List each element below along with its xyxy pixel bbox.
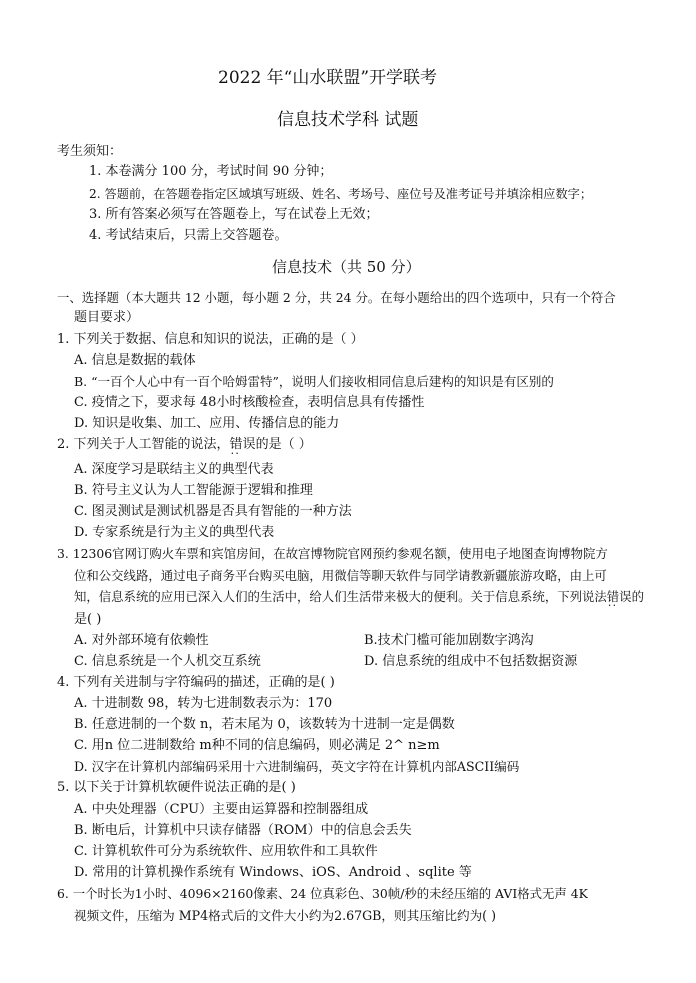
question-3-stem-line3-before: 知，信息系统的应用已深入人们的生活中，给人们生活带来极大的便利。关于信息系统，下列说法: [74, 589, 607, 604]
question-1-option-c: C. 疫情之下，要求每 48小时核酸检查，表明信息具有传播性: [74, 395, 425, 410]
question-4-stem: 4. 下列有关进制与字符编码的描述，正确的是( ): [57, 675, 335, 690]
emphasis-marker: 错误 ․․: [607, 589, 632, 604]
question-3-option-a: A. 对外部环境有依赖性: [74, 633, 209, 648]
question-4-option-a: A. 十进制数 98，转为七进制数表示为：170: [74, 696, 333, 711]
question-5-option-c: C. 计算机软件可分为系统软件、应用软件和工具软件: [74, 844, 378, 859]
question-2-option-b: B. 符号主义认为人工智能源于逻辑和推理: [74, 483, 313, 498]
notice-heading: 考生须知：: [57, 144, 123, 159]
notice-item: 4. 考试结束后，只需上交答题卷。: [89, 228, 288, 243]
question-4-option-c: C. 用n 位二进制数给 m种不同的信息编码，则必满足 2^ n≥m: [74, 738, 440, 753]
part-heading: 一、选择题（本大题共 12 小题，每小题 2 分，共 24 分。在每小题给出的四个选项中，只有一个符合: [57, 290, 616, 305]
question-3-option-c: C. 信息系统是一个人机交互系统: [74, 654, 261, 669]
question-2-option-c: C. 图灵测试是测试机器是否具有智能的一种方法: [74, 504, 352, 519]
question-2-stem-after: 的是（ ）: [255, 437, 312, 452]
part-heading-cont: 题目要求）: [74, 310, 140, 325]
question-2-stem-before: 2. 下列关于人工智能的说法，: [57, 437, 230, 452]
question-3-stem-line2: 位和公交线路，通过电子商务平台购买电脑，用微信等聊天软件与同学请教新疆旅游攻略，由上可: [74, 568, 607, 583]
question-5-option-b: B. 断电后，计算机中只读存储器（ROM）中的信息会丢失: [74, 823, 412, 838]
question-3-stem-line4: 是( ): [74, 612, 102, 627]
question-3-stem-line3: [74, 587, 644, 607]
emphasis-marker: 错误 ․․: [230, 437, 256, 452]
question-2-stem: [57, 435, 312, 455]
question-2-option-d: D. 专家系统是行为主义的典型代表: [74, 525, 275, 540]
question-4-option-b: B. 任意进制的一个数 n，若末尾为 0，该数转为十进制一定是偶数: [74, 717, 455, 732]
question-3-option-d: D. 信息系统的组成中不包括数据资源: [364, 654, 578, 669]
notice-item: 3. 所有答案必须写在答题卷上，写在试卷上无效；: [89, 207, 379, 222]
question-3-stem-line1: 3. 12306官网订购火车票和宾馆房间，在故宫博物院官网预约参观名额，使用电子地图查询博物院方: [57, 546, 608, 561]
question-5-option-a: A. 中央处理器（CPU）主要由运算器和控制器组成: [74, 802, 369, 817]
question-1-option-d: D. 知识是收集、加工、应用、传播信息的能力: [74, 416, 340, 431]
notice-item: 2. 答题前，在答题卷指定区域填写班级、姓名、考场号、座位号及准考证号并填涂相应数字；: [89, 187, 593, 201]
question-3-option-b: B.技术门槛可能加剧数字鸿沟: [364, 633, 534, 648]
question-5-stem: 5. 以下关于计算机软硬件说法正确的是( ): [57, 780, 296, 795]
question-1-stem: 1. 下列关于数据、信息和知识的说法，正确的是（ ）: [57, 332, 364, 347]
question-2-option-a: A. 深度学习是联结主义的典型代表: [74, 462, 274, 477]
question-6-stem-line1: 6. 一个时长为1小时、4096×2160像素、24 位真彩色、30帧/秒的未经压缩的 AVI格式无声 4K: [57, 886, 588, 901]
question-1-option-a: A. 信息是数据的载体: [74, 353, 196, 368]
question-3-stem-line3-after: 的: [631, 589, 644, 604]
exam-title: 2022 年“山水联盟”开学联考: [218, 68, 438, 88]
section-title: 信息技术（共 50 分）: [272, 258, 421, 276]
question-5-option-d: D. 常用的计算机操作系统有 Windows、iOS、Android 、sqlite 等: [74, 865, 472, 880]
question-1-option-b: B. “一百个人心中有一百个哈姆雷特”，说明人们接收相同信息后建构的知识是有区别的: [74, 374, 554, 389]
question-4-option-d: D. 汉字在计算机内部编码采用十六进制编码，英文字符在计算机内部ASCII编码: [74, 759, 520, 774]
notice-item: 1. 本卷满分 100 分，考试时间 90 分钟；: [89, 164, 333, 179]
question-6-stem-line2: 视频文件，压缩为 MP4格式后的文件大小约为2.67GB，则其压缩比约为( ): [74, 908, 497, 923]
exam-subtitle: 信息技术学科 试题: [277, 110, 419, 130]
